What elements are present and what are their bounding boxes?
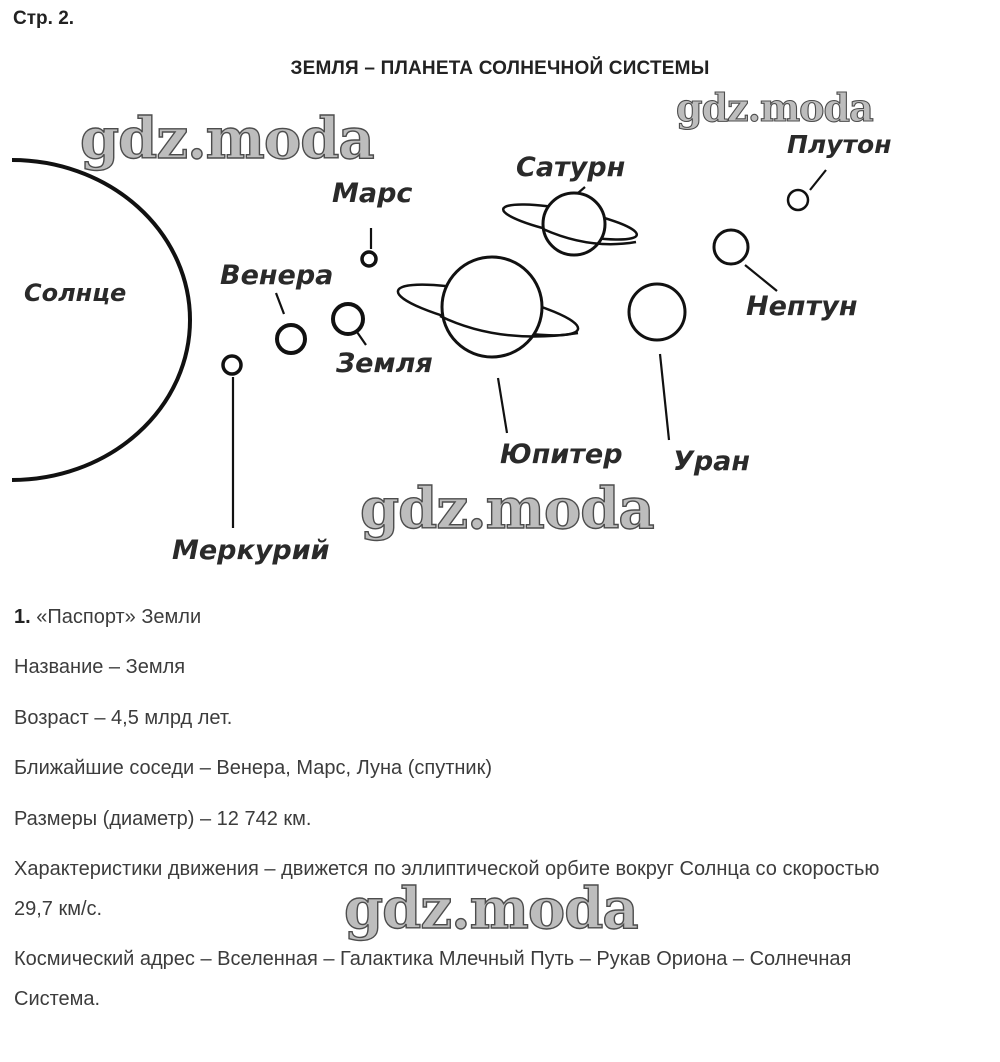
saturn-label: Сатурн bbox=[516, 152, 626, 183]
saturn-shape bbox=[543, 193, 605, 255]
sun-shape bbox=[12, 160, 190, 480]
earth-shape bbox=[333, 304, 363, 334]
venus-pointer bbox=[276, 293, 284, 314]
mercury-shape bbox=[223, 356, 241, 374]
page-label: Стр. 2. bbox=[13, 8, 75, 29]
saturn-pointer bbox=[578, 187, 585, 193]
neptune-pointer bbox=[745, 265, 777, 291]
neptune-label: Нептун bbox=[746, 291, 858, 322]
pluto-label: Плутон bbox=[787, 130, 892, 159]
uranus-shape bbox=[629, 284, 685, 340]
jupiter-pointer bbox=[498, 378, 507, 433]
passport-age: Возраст – 4,5 млрд лет. bbox=[14, 707, 233, 729]
mars-shape bbox=[362, 252, 376, 266]
earth-label: Земля bbox=[336, 348, 433, 379]
mercury-label: Меркурий bbox=[172, 535, 330, 566]
passport-address-line-2: Система. bbox=[14, 988, 101, 1010]
watermark: gdz.moda bbox=[360, 476, 654, 542]
watermark: gdz.moda bbox=[80, 106, 374, 172]
jupiter-label: Юпитер bbox=[500, 439, 623, 470]
watermark: gdz.moda bbox=[344, 876, 638, 942]
venus-label: Венера bbox=[220, 260, 334, 291]
passport-heading-line bbox=[14, 606, 201, 629]
page-title: ЗЕМЛЯ – ПЛАНЕТА СОЛНЕЧНОЙ СИСТЕМЫ bbox=[290, 58, 710, 79]
venus-shape bbox=[277, 325, 305, 353]
item-number: 1. bbox=[14, 606, 31, 628]
mars-label: Марс bbox=[332, 178, 413, 209]
passport-name: Название – Земля bbox=[14, 656, 186, 678]
passport-motion-line-1: Характеристики движения – движется по эллиптической орбите вокруг Солнца со скоростью bbox=[14, 858, 880, 880]
sun-label: Солнце bbox=[24, 279, 127, 307]
uranus-label: Уран bbox=[673, 446, 751, 477]
neptune-shape bbox=[714, 230, 748, 264]
earth-pointer bbox=[357, 332, 366, 345]
watermark: gdz.moda bbox=[676, 85, 873, 130]
passport-neighbors: Ближайшие соседи – Венера, Марс, Луна (спутник) bbox=[14, 757, 493, 779]
passport-motion-line-2: 29,7 км/с. bbox=[14, 898, 103, 920]
pluto-pointer bbox=[810, 170, 826, 190]
uranus-pointer bbox=[660, 354, 669, 440]
jupiter-shape bbox=[442, 257, 542, 357]
passport-size: Размеры (диаметр) – 12 742 км. bbox=[14, 808, 312, 830]
passport-address-line-1: Космический адрес – Вселенная – Галактика Млечный Путь – Рукав Ориона – Солнечная bbox=[14, 948, 852, 970]
pluto-shape bbox=[788, 190, 808, 210]
passport-heading: «Паспорт» Земли bbox=[36, 606, 202, 628]
